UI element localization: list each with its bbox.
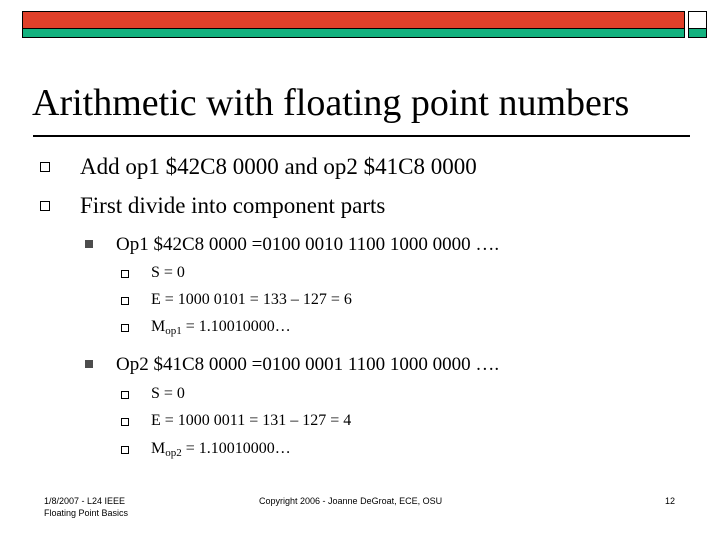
header-corner-square-green bbox=[688, 29, 707, 38]
hollow-square-bullet-icon bbox=[40, 201, 50, 211]
detail-mantissa: $M_{op1}$ = 1.10010000… bbox=[151, 318, 291, 337]
detail-exponent: E = 1000 0101 = 133 – 127 = 6 bbox=[151, 291, 352, 308]
page-number: 12 bbox=[665, 496, 676, 506]
title-underline bbox=[33, 135, 690, 137]
footer-date-course bbox=[44, 495, 128, 519]
detail-exponent: E = 1000 0011 = 131 – 127 = 4 bbox=[151, 412, 352, 429]
footer-course: Floating Point Basics bbox=[44, 508, 129, 518]
detail-sign: S = 0 bbox=[151, 385, 185, 402]
filled-square-bullet-icon bbox=[85, 240, 93, 248]
sub-bullet-text: Op2 $41C8 0000 =0100 0001 1100 1000 0000 …. bbox=[116, 354, 500, 375]
footer-date: 1/8/2007 - L24 IEEE bbox=[44, 496, 126, 506]
footer-copyright: Copyright 2006 - Joanne DeGroat, ECE, OSU bbox=[259, 496, 443, 506]
sub-bullet-text: Op1 $42C8 0000 =0100 0010 1100 1000 0000 …. bbox=[116, 234, 500, 255]
header-corner-square bbox=[688, 11, 707, 29]
hollow-square-bullet-icon bbox=[121, 391, 129, 399]
hollow-square-bullet-icon bbox=[121, 324, 129, 332]
detail-mantissa: $M_{op2}$ = 1.10010000… bbox=[151, 440, 291, 459]
detail-sign: S = 0 bbox=[151, 264, 185, 281]
hollow-square-bullet-icon bbox=[121, 446, 129, 454]
hollow-square-bullet-icon bbox=[121, 270, 129, 278]
header-bar-green bbox=[22, 29, 685, 38]
bullet-text: First divide into component parts bbox=[80, 193, 386, 218]
hollow-square-bullet-icon bbox=[121, 418, 129, 426]
hollow-square-bullet-icon bbox=[40, 162, 50, 172]
filled-square-bullet-icon bbox=[85, 360, 93, 368]
bullet-text: Add op1 $42C8 0000 and op2 $41C8 0000 bbox=[80, 154, 477, 179]
header-bar-red bbox=[22, 11, 685, 29]
slide-title: Arithmetic with floating point numbers bbox=[32, 82, 630, 124]
hollow-square-bullet-icon bbox=[121, 297, 129, 305]
